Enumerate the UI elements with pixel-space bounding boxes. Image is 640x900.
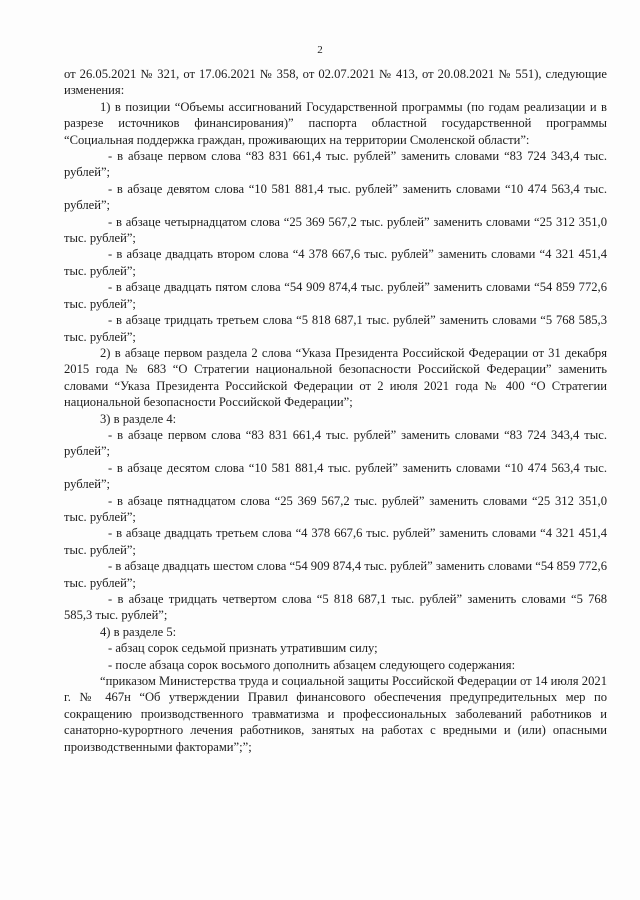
- paragraph: от 26.05.2021 № 321, от 17.06.2021 № 358, от 02.07.2021 № 413, от 20.08.2021 № 551), следующие изменения:: [64, 67, 607, 98]
- paragraph: 4) в разделе 5:: [100, 624, 177, 639]
- paragraph: - в абзаце первом слова “83 831 661,4 тыс. рублей” заменить словами “83 724 343,4 тыс. рублей”;: [64, 149, 607, 180]
- paragraph: - в абзаце двадцать шестом слова “54 909 874,4 тыс. рублей” заменить словами “54 859 772,6 тыс. рублей”;: [64, 559, 607, 590]
- paragraph: - в абзаце первом слова “83 831 661,4 тыс. рублей” заменить словами “83 724 343,4 тыс. рублей”;: [64, 427, 607, 459]
- paragraph: “приказом Министерства труда и социальной защиты Российской Федерации от 14 июля 2021 г. № 467н “Об утверждении Правил финансового обеспечения предупредительных мер по сокращению производственного травматизма и профессиональных заболеваний работников и санаторно-курортного лечения работников, занятых на работах с вредными и (или) опасными производственными факторами”;”;: [64, 674, 607, 754]
- paragraph: 1) в позиции “Объемы ассигнований Государственной программы (по годам реализации и в разрезе источников финансирования)” паспорта областной государственной программы “Социальная поддержка граждан, проживающих на территории Смоленской области”:: [64, 99, 607, 147]
- paragraph: - после абзаца сорок восьмого дополнить абзацем следующего содержания:: [108, 657, 516, 672]
- paragraph: - в абзаце четырнадцатом слова “25 369 567,2 тыс. рублей” заменить словами “25 312 351,0 тыс. рублей”;: [64, 214, 607, 246]
- page-number: 2: [317, 44, 323, 56]
- paragraph: 2) в абзаце первом раздела 2 слова “Указа Президента Российской Федерации от 31 декабря 2015 года № 683 “О Стратегии национальной безопасности Российской Федерации” заменить словами “Указа Президента Российской Федерации от 2 июля 2021 года № 400 “О Стратегии национальной безопасности Российской Федерации”;: [64, 345, 607, 410]
- document-body: [64, 66, 607, 755]
- paragraph: - в абзаце пятнадцатом слова “25 369 567,2 тыс. рублей” заменить словами “25 312 351,0 тыс. рублей”;: [64, 493, 607, 524]
- paragraph: - в абзаце десятом слова “10 581 881,4 тыс. рублей” заменить словами “10 474 563,4 тыс. рублей”;: [64, 460, 607, 492]
- paragraph: 3) в разделе 4:: [100, 411, 177, 426]
- paragraph: - в абзаце двадцать третьем слова “4 378 667,6 тыс. рублей” заменить словами “4 321 451,4 тыс. рублей”;: [64, 526, 607, 557]
- paragraph: - в абзаце девятом слова “10 581 881,4 тыс. рублей” заменить словами “10 474 563,4 тыс. рублей”;: [64, 181, 607, 213]
- paragraph: - в абзаце двадцать пятом слова “54 909 874,4 тыс. рублей” заменить словами “54 859 772,6 тыс. рублей”;: [64, 280, 607, 311]
- paragraph: - в абзаце тридцать третьем слова “5 818 687,1 тыс. рублей” заменить словами “5 768 585,3 тыс. рублей”;: [64, 313, 607, 344]
- paragraph: - в абзаце тридцать четвертом слова “5 818 687,1 тыс. рублей” заменить словами “5 768 585,3 тыс. рублей”;: [64, 592, 607, 623]
- paragraph: - абзац сорок седьмой признать утратившим силу;: [108, 641, 378, 656]
- paragraph: - в абзаце двадцать втором слова “4 378 667,6 тыс. рублей” заменить словами “4 321 451,4 тыс. рублей”;: [64, 247, 607, 278]
